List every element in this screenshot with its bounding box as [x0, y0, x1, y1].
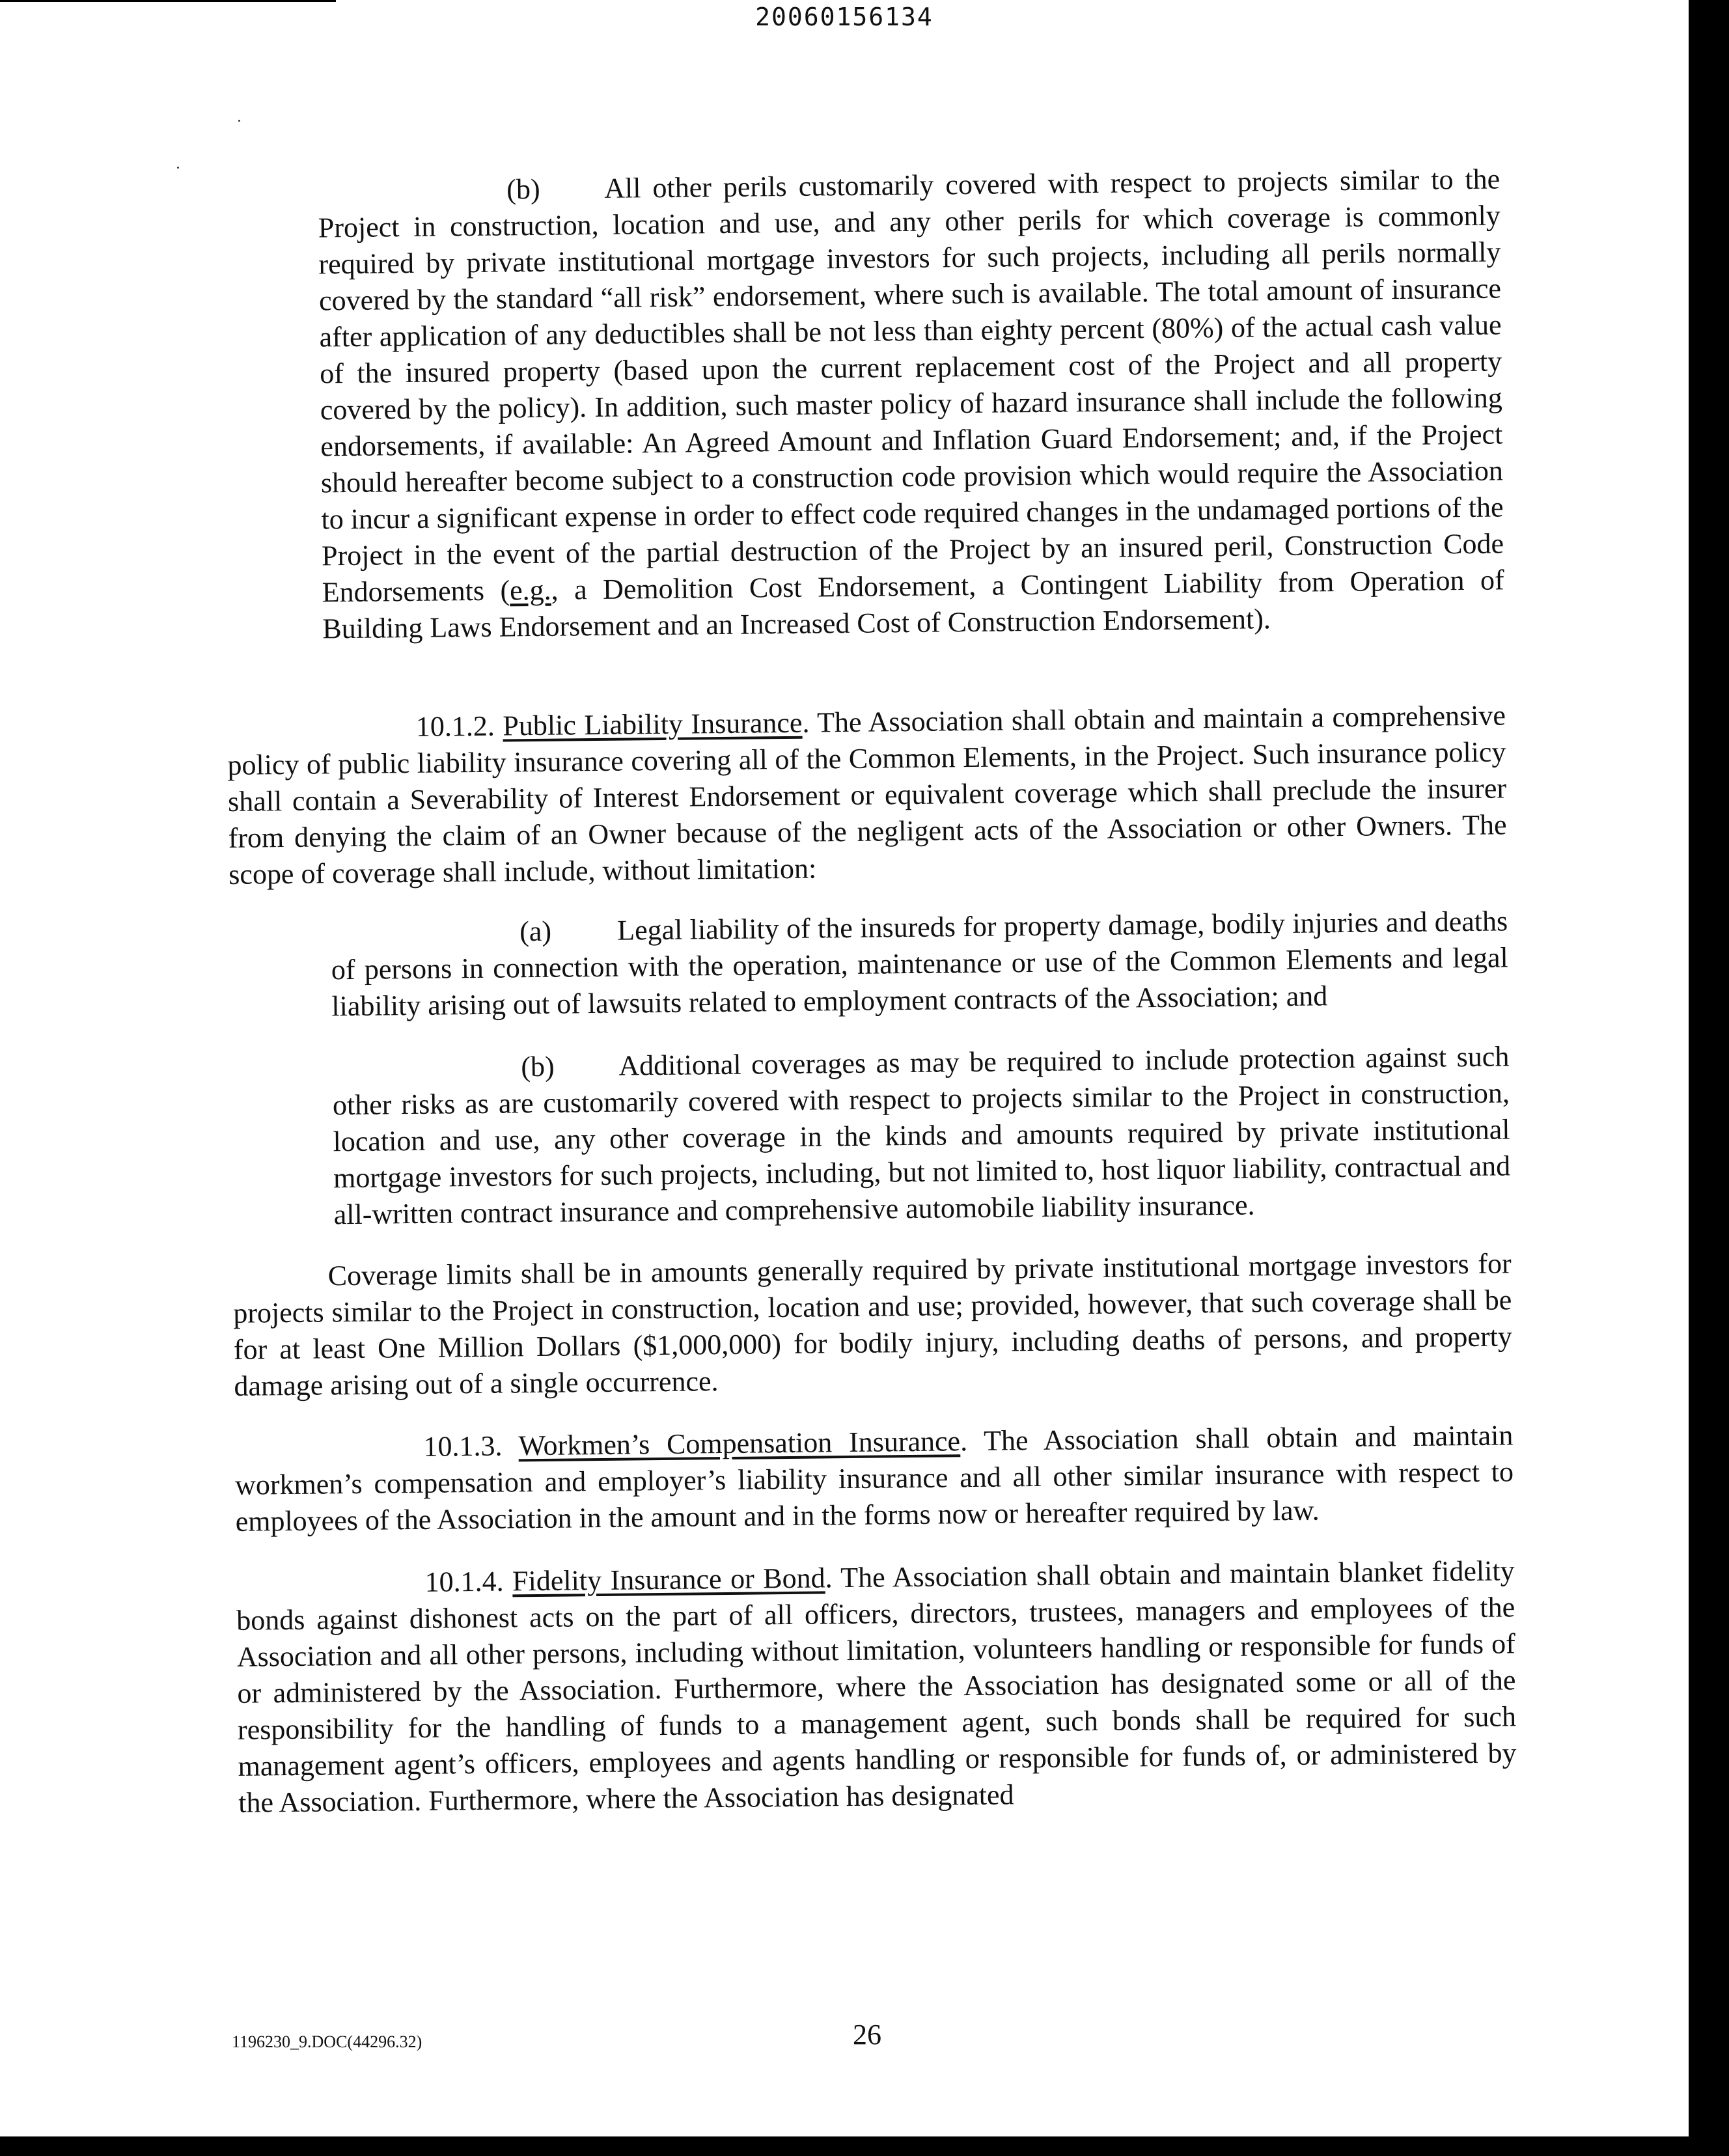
top-rule [0, 0, 336, 2]
eg-abbreviation: e.g. [509, 574, 551, 607]
paragraph-a-legal-liability [229, 903, 1509, 1026]
scan-speck [177, 167, 179, 169]
paragraph-text-end: , a Demolition Cost Endorsement, a Contingent Liability from Operation of Building Laws Endorsement and an Increased Cost of Construction Endorsement). [322, 564, 1504, 645]
item-label: (b) [506, 173, 540, 206]
scan-speck [238, 120, 240, 122]
item-label: (b) [521, 1050, 555, 1083]
page-number: 26 [853, 2019, 881, 2051]
section-text: . The Association shall obtain and maintain workmen’s compensation and employer’s liability insurance and all other similar insurance with respect to employees of the Association in the amount and in the forms now or hereafter required by law. [234, 1419, 1514, 1538]
section-heading: Workmen’s Compensation Insurance [518, 1425, 961, 1462]
section-text: . The Association shall obtain and maintain a comprehensive policy of public liability insurance covering all of the Common Elements, in the Project. Such insurance policy shall contain a Severability of Interest Endorsement or equivalent coverage which shall preclude the insurer from denying the claim of an Owner because of the negligent acts of the Association or other Owners. The scope of coverage shall include, without limitation: [227, 699, 1507, 891]
section-10-1-2 [227, 697, 1508, 893]
footer-document-code: 1196230_9.DOC(44296.32) [232, 2032, 422, 2051]
section-10-1-4 [236, 1553, 1517, 1821]
section-number: 10.1.3. [423, 1430, 503, 1463]
section-heading: Fidelity Insurance or Bond [512, 1562, 825, 1597]
paragraph-text: Legal liability of the insureds for property damage, bodily injuries and deaths of persons in connection with the operation, maintenance or use of the Common Elements and legal liability arising out of lawsuits related to employment contracts of the Association; and [331, 905, 1508, 1023]
paragraph-coverage-limits: Coverage limits shall be in amounts generally required by private institutional mortgage investors for projects similar to the Project in construction, location and use; provided, however, that such coverage shall be for at least One Million Dollars ($1,000,000) for bodily injury, including deaths of persons, and property damage arising out of a single occurrence. [233, 1247, 1513, 1402]
section-text: . The Association shall obtain and maintain blanket fidelity bonds against dishonest acts on the part of all officers, directors, trustees, managers and employees of the Association and all other persons, including without limitation, volunteers handling or responsible for funds of or administered by the Association. Furthermore, where the Association has designated some or all of the responsibility for the handling of funds to a management agent, such bonds shall be required for such management agent’s officers, employees and agents handling or responsible for funds of, or administered by the Association. Furthermore, where the Association has designated [236, 1555, 1517, 1819]
paragraph-b-all-other-perils [221, 161, 1505, 648]
item-label: (a) [519, 915, 552, 948]
section-heading: Public Liability Insurance [503, 706, 803, 742]
document-number: 20060156134 [755, 3, 934, 31]
paragraph-text: All other perils customarily covered with respect to projects similar to the Project in construction, location and use, and any other perils for which coverage is commonly required by private institutional mortgage investors for such projects, including all perils normally covered by the standard “all risk” endorsement, where such is available. The total amount of insurance after application of any deductibles shall be not less than eighty percent (80%) of the actual cash value of the insured property (based upon the current replacement cost of the Project and all property covered by the policy). In addition, such master policy of hazard insurance shall include the following endorsements, if available: An Agreed Amount and Inflation Guard Endorsement; and, if the Project should hereafter become subject to a construction code provision which would require the Association to incur a significant expense in order to effect code required changes in the undamaged portions of the Project in the event of the partial destruction of the Project by an insured peril, Construction Code Endorsements ( [318, 163, 1504, 609]
document-body [221, 161, 1517, 1821]
section-number: 10.1.4. [424, 1565, 504, 1598]
section-10-1-3 [234, 1417, 1514, 1540]
section-number: 10.1.2. [415, 710, 495, 743]
paragraph-text: Additional coverages as may be required to include protection against such other risks as are customarily covered with respect to projects similar to the Project in construction, location and use, any other coverage in the kinds and amounts required by private institutional mortgage investors for such projects, including, but not limited to, host liquor liability, contractual and all-written contract insurance and comprehensive automobile liability insurance. [332, 1040, 1511, 1231]
paragraph-b-additional-coverages [230, 1038, 1511, 1234]
